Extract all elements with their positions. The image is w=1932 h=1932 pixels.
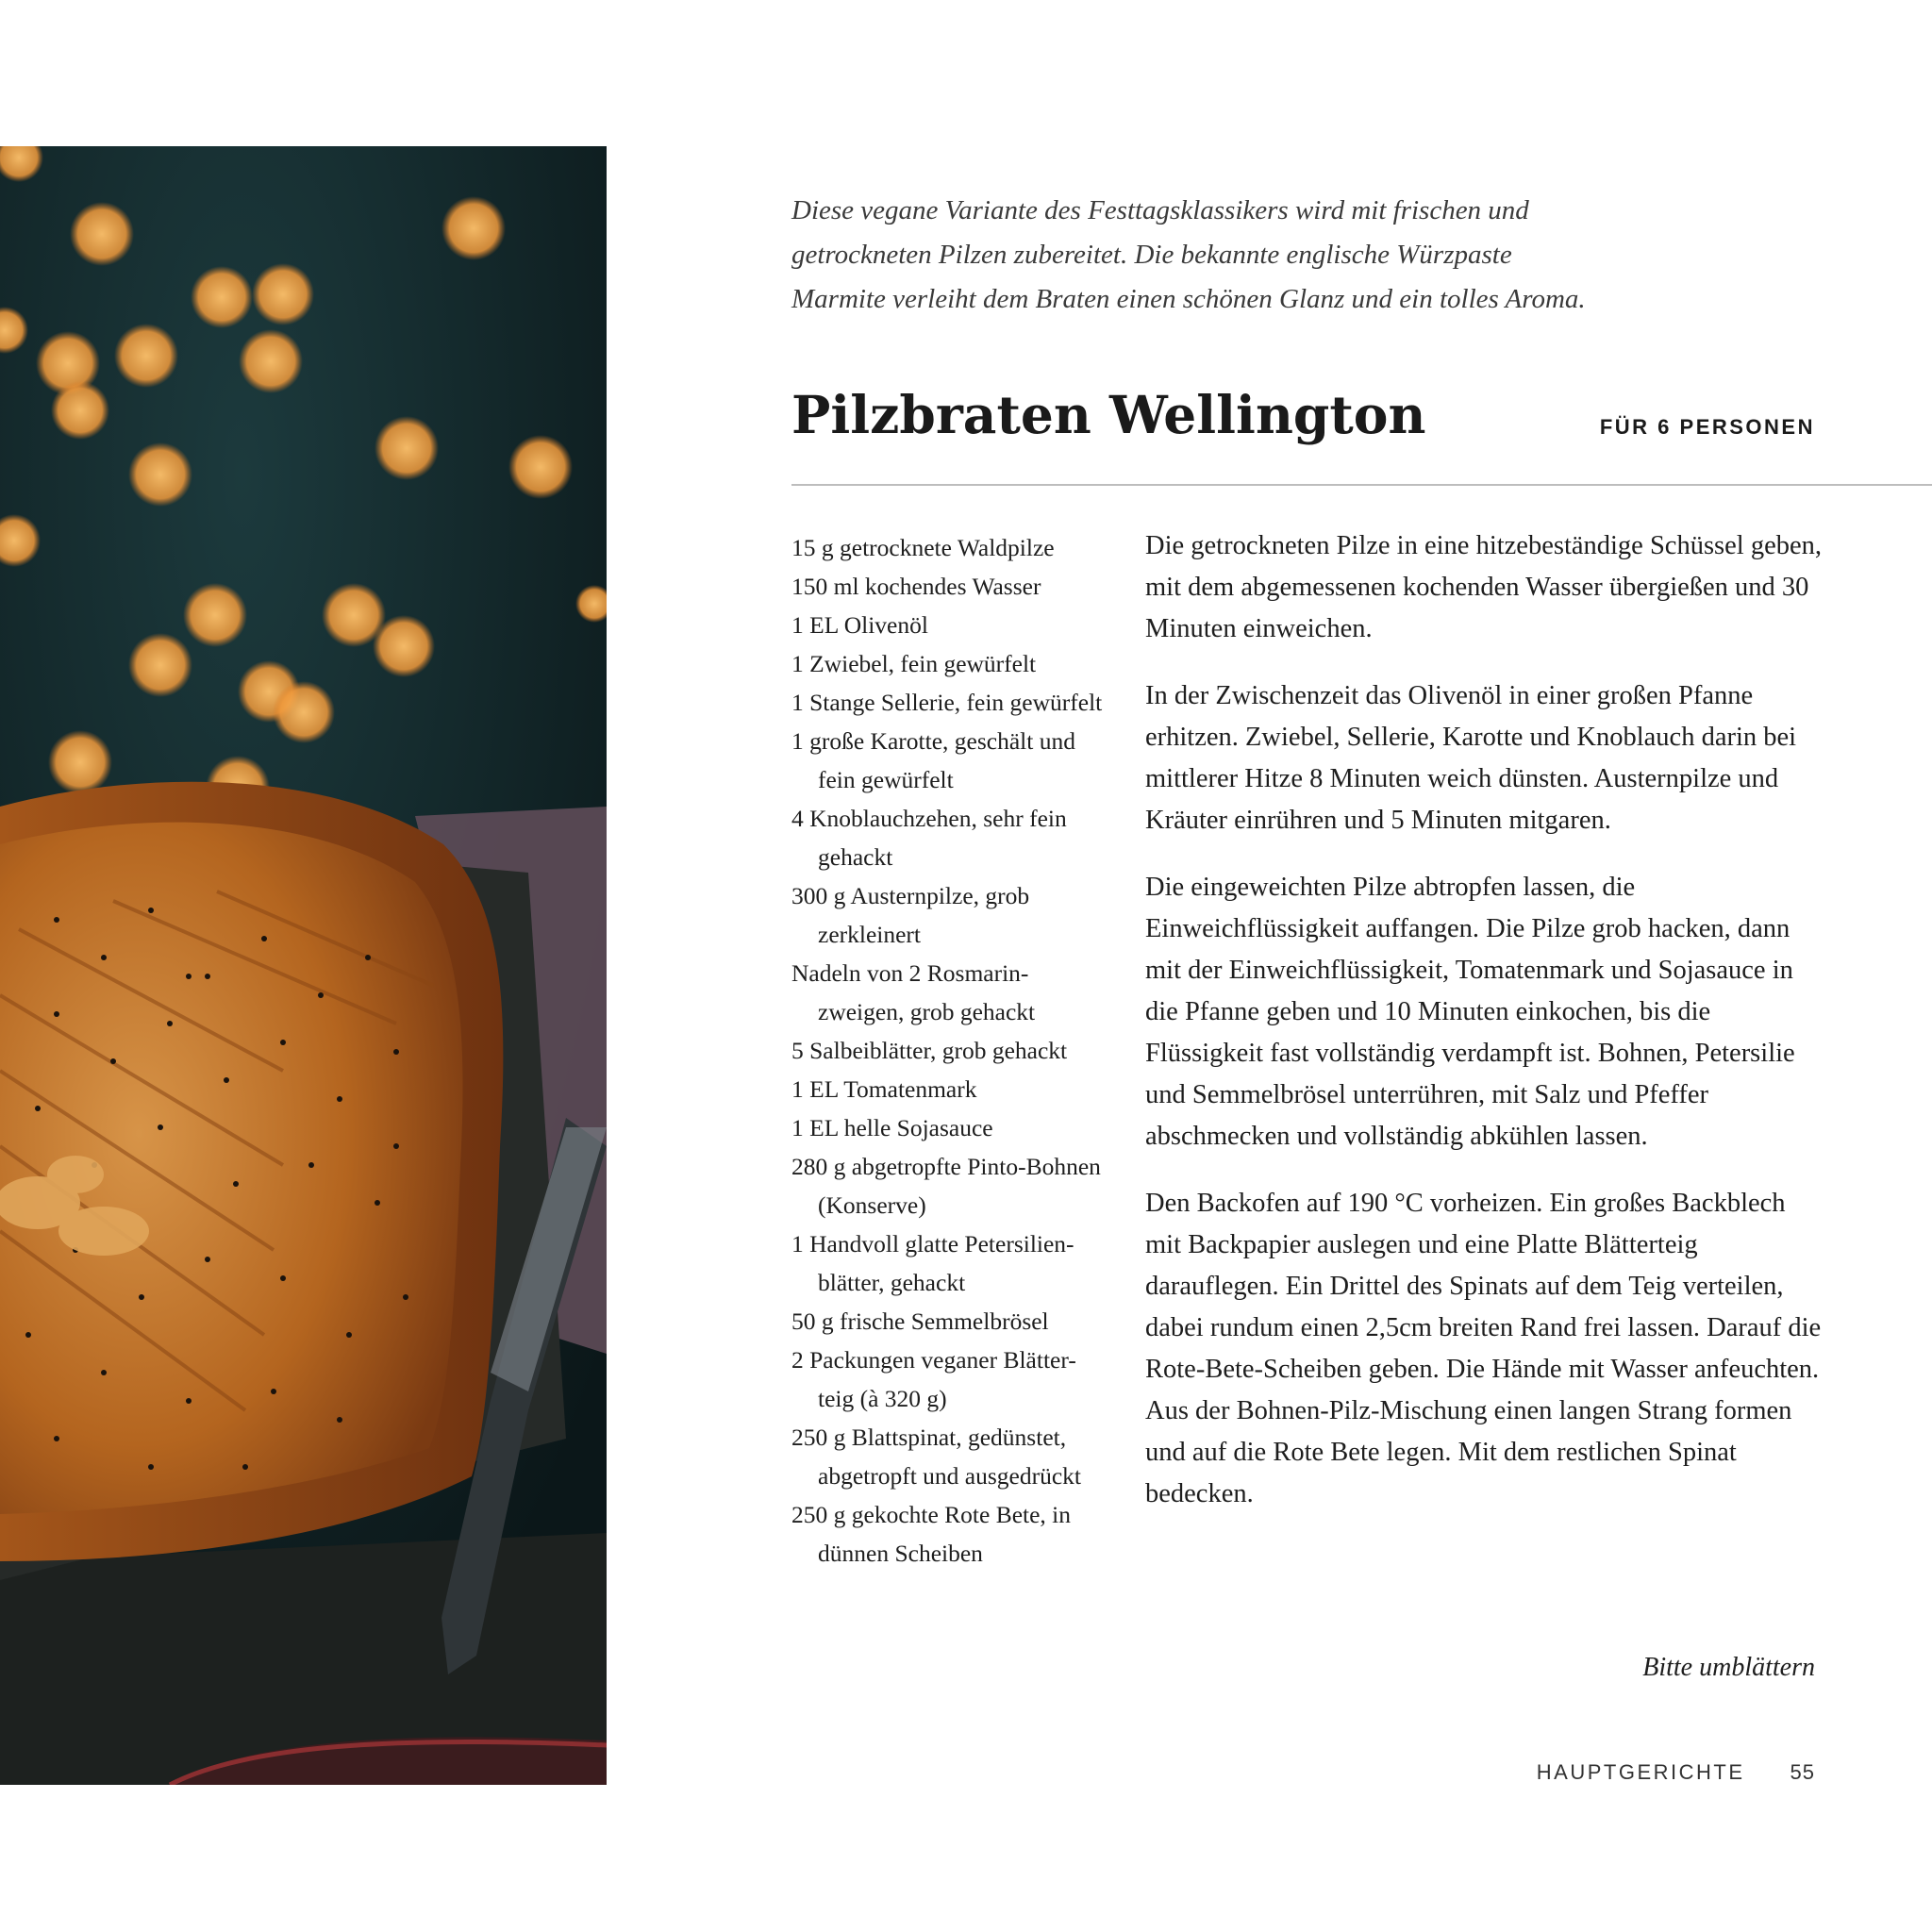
ingredient-item: 2 Packungen veganer Blätter-teig (à 320 g) <box>791 1346 1076 1412</box>
ingredient-item: 5 Salbeiblätter, grob gehackt <box>791 1037 1068 1064</box>
ingredient-item: 1 Handvoll glatte Petersilien-blätter, gehackt <box>791 1230 1074 1296</box>
page-footer <box>1537 1760 1815 1785</box>
ingredient-item: 50 g frische Semmelbrösel <box>791 1307 1049 1335</box>
ingredient-item: Nadeln von 2 Rosmarin-zweigen, grob gehackt <box>791 959 1036 1025</box>
section-name: HAUPTGERICHTE <box>1536 1760 1745 1784</box>
ingredient-item: 250 g Blattspinat, gedünstet, abgetropft und ausgedrückt <box>791 1424 1081 1490</box>
ingredient-item: 4 Knoblauchzehen, sehr fein gehackt <box>791 805 1067 871</box>
ingredient-item: 1 Stange Sellerie, fein gewürfelt <box>791 689 1103 716</box>
ingredient-item: 250 g gekochte Rote Bete, in dünnen Scheiben <box>791 1501 1072 1567</box>
intro-line: Diese vegane Variante des Festtagsklassikers wird mit frischen und <box>791 195 1529 225</box>
title-divider <box>791 484 1932 486</box>
method-paragraph: Die eingeweichten Pilze abtropfen lassen, die Einweichflüssigkeit auffangen. Die Pilze grob hacken, dann mit der Einweichflüssigkeit, Tomatenmark und Sojasauce in die Pfanne geben und 10 Minuten einkochen, bis die Flüssigkeit fast vollständig verdampft ist. Bohnen, Petersilie und Semmelbrösel unterrühren, mit Salz und Pfeffer abschmecken und vollständig abkühlen lassen. <box>1145 873 1795 1151</box>
intro-line: getrockneten Pilzen zubereitet. Die bekannte englische Würzpaste <box>791 240 1512 270</box>
ingredient-item: 300 g Austernpilze, grob zerkleinert <box>791 882 1030 948</box>
page-number: 55 <box>1790 1760 1815 1784</box>
ingredient-item: 280 g abgetropfte Pinto-Bohnen (Konserve) <box>791 1153 1101 1219</box>
method-paragraph: In der Zwischenzeit das Olivenöl in einer großen Pfanne erhitzen. Zwiebel, Sellerie, Karotte und Knoblauch darin bei mittlerer Hitze 8 Minuten weich dünsten. Austernpilze und Kräuter einrühren und 5 Minuten mitgaren. <box>1145 681 1797 835</box>
recipe-title: Pilzbraten Wellington <box>791 384 1426 445</box>
ingredient-item: 1 EL Tomatenmark <box>791 1075 977 1103</box>
recipe-photo <box>0 146 607 1785</box>
ingredient-item: 15 g getrocknete Waldpilze <box>791 534 1055 561</box>
intro-text <box>791 189 1641 322</box>
servings-label: FÜR 6 PERSONEN <box>1599 415 1815 439</box>
ingredient-item: 1 EL helle Sojasauce <box>791 1114 993 1141</box>
ingredient-item: 1 Zwiebel, fein gewürfelt <box>791 650 1037 677</box>
method-steps <box>1145 525 1824 1541</box>
mushroom-wellington-illustration <box>0 146 607 1785</box>
ingredient-list <box>791 528 1112 1573</box>
intro-line: Marmite verleiht dem Braten einen schönen Glanz und ein tolles Aroma. <box>791 284 1586 314</box>
method-paragraph: Die getrockneten Pilze in eine hitzebeständige Schüssel geben, mit dem abgemessenen kochenden Wasser übergießen und 30 Minuten einweichen. <box>1145 531 1823 643</box>
ingredient-item: 150 ml kochendes Wasser <box>791 573 1041 600</box>
method-paragraph: Den Backofen auf 190 °C vorheizen. Ein großes Backblech mit Backpapier auslegen und eine Platte Blätterteig darauflegen. Ein Drittel des Spinats auf dem Teig verteilen, dabei rundum einen 2,5cm breiten Rand frei lassen. Darauf die Rote-Bete-Scheiben geben. Die Hände mit Wasser anfeuchten. Aus der Bohnen-Pilz-Mischung einen langen Strang formen und auf die Rote Bete legen. Mit dem restlichen Spinat bedecken. <box>1145 1189 1822 1508</box>
ingredient-item: 1 EL Olivenöl <box>791 611 928 639</box>
ingredient-item: 1 große Karotte, geschält und fein gewürfelt <box>791 727 1075 793</box>
turn-page-note: Bitte umblättern <box>1642 1653 1815 1682</box>
